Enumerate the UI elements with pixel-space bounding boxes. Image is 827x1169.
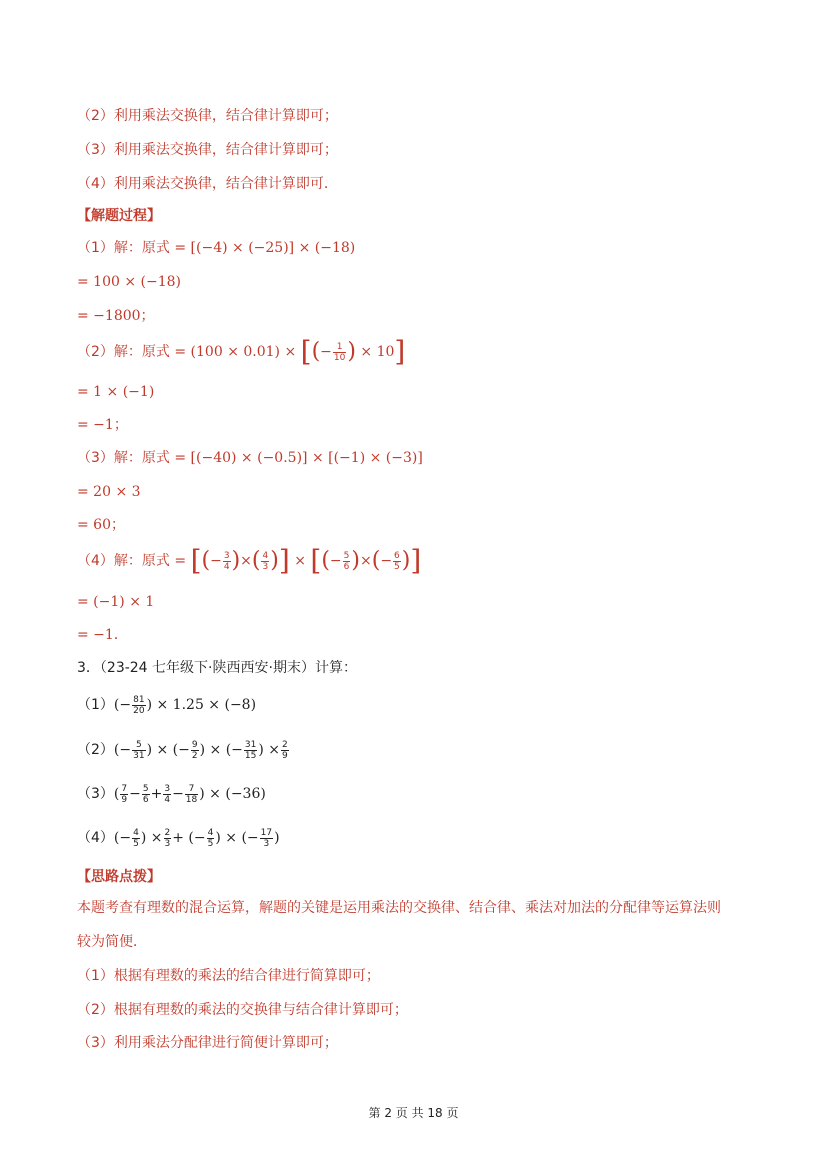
- note-4: （4）利用乘法交换律，结合律计算即可．: [77, 176, 338, 192]
- problem3-title: 3．（23-24 七年级下·陕西西安·期末）计算：: [77, 660, 357, 676]
- sol2-frac: $\frac{1}{10}$: [333, 341, 346, 363]
- note-3: （3）利用乘法交换律，结合律计算即可；: [77, 142, 338, 158]
- sol1-step2: = −1800；: [77, 308, 155, 324]
- sol1-line: [77, 238, 355, 258]
- sol2-label: （2）解：原式: [77, 344, 170, 360]
- solution-heading: 【解题过程】: [77, 208, 161, 224]
- sol3-step2: = 60；: [77, 517, 125, 533]
- sol3-step1: = 20 × 3: [77, 484, 141, 500]
- sol3-label: （3）解：原式: [77, 450, 170, 466]
- sol2-expr-b: × 10: [360, 344, 395, 360]
- sol4-line: （4）解：原式 = [(− $\frac{3}{4}$ )×( $\frac{4}{3}$ )] × [(− $\frac{5}{6}$ )×(− $\frac{6}{5}$ )]: [77, 544, 422, 577]
- hint-text-2: 较为简便．: [77, 934, 147, 950]
- sol2-line: （2）解：原式 = (100 × 0.01) × [(− $\frac{1}{10}$ ) × 10]: [77, 335, 406, 368]
- problem3-q1: （1）(− $\frac{81}{20}$ ) × 1.25 × (−8): [77, 694, 257, 716]
- hint-item-2: （2）根据有理数的乘法的交换律与结合律计算即可；: [77, 1002, 408, 1018]
- sol1-label: （1）解：原式: [77, 240, 170, 256]
- sol2-expr-a: = (100 × 0.01) ×: [174, 344, 297, 360]
- sol2-step2: = −1；: [77, 417, 128, 433]
- hint-heading: 【思路点拨】: [77, 869, 161, 885]
- problem3-q4: （4）(− $\frac{4}{5}$ ) × $\frac{2}{3}$ + (− $\frac{4}{5}$ ) × (− $\frac{17}{3}$ ): [77, 827, 280, 849]
- sol4-label: （4）解：原式: [77, 553, 170, 569]
- sol1-step1: = 100 × (−18): [77, 274, 182, 290]
- sol4-step2: = −1．: [77, 627, 128, 643]
- hint-text-1: 本题考查有理数的混合运算，解题的关键是运用乘法的交换律、结合律、乘法对加法的分配律等运算法则: [77, 900, 721, 916]
- note-2: （2）利用乘法交换律，结合律计算即可；: [77, 108, 338, 124]
- problem3-q3: （3）( $\frac{7}{9}$ − $\frac{5}{6}$ + $\frac{3}{4}$ − $\frac{7}{18}$ ) × (−36): [77, 783, 266, 805]
- sol1-expr: = [(−4) × (−25)] × (−18): [174, 240, 356, 256]
- sol3-expr: = [(−40) × (−0.5)] × [(−1) × (−3)]: [174, 450, 423, 466]
- problem3-q2: （2）(− $\frac{5}{31}$ ) × (− $\frac{9}{2}$ ) × (− $\frac{31}{15}$ ) × $\frac{2}{9}$: [77, 739, 288, 761]
- sol2-step1: = 1 × (−1): [77, 384, 155, 400]
- hint-item-1: （1）根据有理数的乘法的结合律进行简算即可；: [77, 968, 380, 984]
- sol4-step1: = (−1) × 1: [77, 594, 155, 610]
- sol3-line: [77, 448, 423, 468]
- page-footer: 第 2 页 共 18 页: [368, 1106, 459, 1120]
- hint-item-3: （3）利用乘法分配律进行简便计算即可；: [77, 1035, 338, 1051]
